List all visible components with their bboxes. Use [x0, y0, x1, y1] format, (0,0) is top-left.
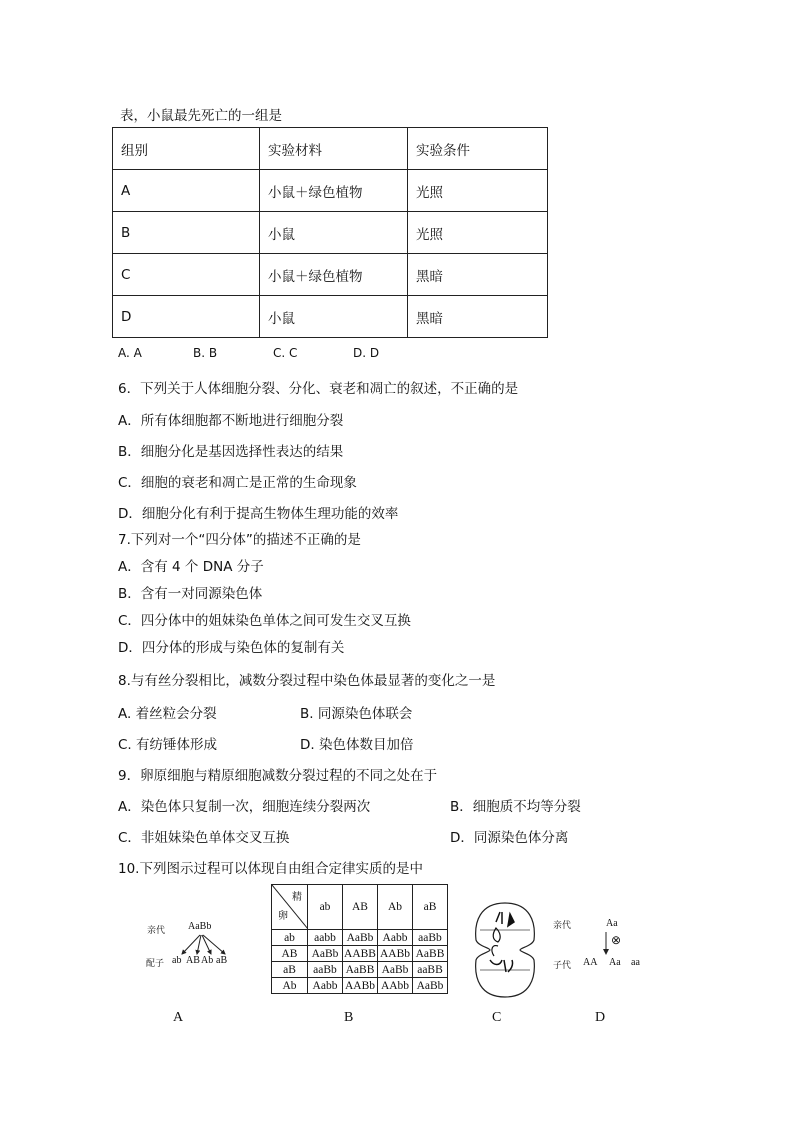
- figure-a-parent-label: 亲代: [147, 926, 166, 936]
- punnett-cell: AaBb: [413, 978, 448, 994]
- chromosome-top: [496, 912, 514, 926]
- q6-stem: 6．下列关于人体细胞分裂、分化、衰老和凋亡的叙述，不正确的是: [118, 381, 519, 397]
- table-header-cell: 实验条件: [408, 128, 548, 170]
- q7-option-b[interactable]: B．含有一对同源染色体: [118, 586, 263, 602]
- chromosome-left-bottom: [492, 946, 498, 956]
- punnett-cell: AAbb: [378, 978, 413, 994]
- q8-option-a[interactable]: A. 着丝粒会分裂: [118, 706, 217, 722]
- q8-option-b[interactable]: B. 同源染色体联会: [300, 706, 413, 722]
- table-cell: 光照: [408, 212, 548, 254]
- q5-option-d[interactable]: D. D: [353, 346, 380, 360]
- punnett-cell: AABb: [343, 978, 378, 994]
- table-cell: B: [113, 212, 260, 254]
- q5-intro: 表，小鼠最先死亡的一组是: [120, 108, 282, 124]
- figure-d-parent-genotype: Aa: [606, 918, 618, 929]
- figure-d-parent-label: 亲代: [553, 921, 572, 931]
- punnett-row-header: AB: [272, 946, 308, 962]
- punnett-col-header: AB: [343, 885, 378, 930]
- punnett-row: [272, 962, 448, 978]
- q9-option-c[interactable]: C．非姐妹染色单体交叉互换: [118, 830, 290, 846]
- figure-a-caption: A: [173, 1010, 184, 1025]
- table-cell: A: [113, 170, 260, 212]
- q6-option-a[interactable]: A．所有体细胞都不断地进行细胞分裂: [118, 413, 344, 429]
- q8-option-c[interactable]: C. 有纺锤体形成: [118, 737, 218, 753]
- punnett-cell: aaBb: [308, 962, 343, 978]
- figure-d-caption: D: [595, 1010, 606, 1025]
- q5-option-b[interactable]: B. B: [193, 346, 218, 360]
- q9-option-d[interactable]: D．同源染色体分离: [450, 830, 569, 846]
- figure-d-offspring-label: 子代: [553, 961, 572, 971]
- figure-d-offspring: AA: [583, 957, 598, 968]
- punnett-cell: AaBB: [413, 946, 448, 962]
- table-cell: 小鼠: [260, 296, 408, 338]
- punnett-cell: AaBb: [343, 930, 378, 946]
- table-cell: D: [113, 296, 260, 338]
- punnett-cell: Aabb: [378, 930, 413, 946]
- punnett-corner-cell: [272, 885, 308, 930]
- figure-c-dividing-cell: [470, 900, 540, 1000]
- punnett-row: [272, 930, 448, 946]
- figure-a-gamete: AB: [186, 955, 200, 966]
- figure-a-gamete: ab: [172, 955, 182, 966]
- q5-option-a[interactable]: A. A: [118, 346, 142, 360]
- punnett-cell: AABB: [344, 947, 376, 960]
- experiment-table: [112, 127, 548, 338]
- figure-d-offspring: aa: [631, 957, 640, 968]
- punnett-cell: Aabb: [308, 978, 343, 994]
- punnett-cell: aaBb: [413, 930, 448, 946]
- table-header-row: [113, 128, 548, 170]
- q6-option-d[interactable]: D．细胞分化有利于提高生物体生理功能的效率: [118, 506, 399, 522]
- q9-stem: 9．卵原细胞与精原细胞减数分裂过程的不同之处在于: [118, 768, 438, 784]
- q8-option-d[interactable]: D. 染色体数目加倍: [300, 737, 414, 753]
- table-cell: 黑暗: [408, 296, 548, 338]
- q9-option-b[interactable]: B．细胞质不均等分裂: [450, 799, 581, 815]
- table-cell: 黑暗: [408, 254, 548, 296]
- figure-d-offspring: Aa: [609, 957, 621, 968]
- table-row: [113, 254, 548, 296]
- punnett-cell: aaBB: [413, 962, 448, 978]
- punnett-col-header: aB: [413, 885, 448, 930]
- q9-option-a[interactable]: A．染色体只复制一次，细胞连续分裂两次: [118, 799, 371, 815]
- table-cell: 光照: [408, 170, 548, 212]
- punnett-row-header: ab: [272, 930, 308, 946]
- figure-b-punnett-square: [271, 884, 448, 994]
- punnett-row: [272, 978, 448, 994]
- q6-option-c[interactable]: C．细胞的衰老和凋亡是正常的生命现象: [118, 475, 357, 491]
- q7-option-a[interactable]: A．含有 4 个 DNA 分子: [118, 559, 264, 575]
- table-header-cell: 组别: [113, 128, 260, 170]
- figure-d-arrow: [602, 930, 610, 956]
- punnett-cell: AABb: [378, 946, 413, 962]
- table-header-cell: 实验材料: [260, 128, 408, 170]
- table-row: [113, 212, 548, 254]
- table-row: [113, 170, 548, 212]
- self-cross-icon: ⊗: [611, 933, 622, 947]
- punnett-cell: aabb: [308, 930, 343, 946]
- punnett-row: [272, 946, 448, 962]
- table-cell: 小鼠＋绿色植物: [260, 170, 408, 212]
- q8-stem: 8.与有丝分裂相比，减数分裂过程中染色体最显著的变化之一是: [118, 673, 496, 689]
- q6-option-b[interactable]: B．细胞分化是基因选择性表达的结果: [118, 444, 344, 460]
- q7-stem: 7.下列对一个“四分体”的描述不正确的是: [118, 532, 361, 548]
- punnett-cell: AaBb: [308, 946, 343, 962]
- punnett-cell: AaBb: [378, 962, 413, 978]
- q7-option-d[interactable]: D．四分体的形成与染色体的复制有关: [118, 640, 345, 656]
- punnett-row-header: aB: [272, 962, 308, 978]
- punnett-corner-top: 精: [292, 892, 302, 903]
- figure-c-caption: C: [492, 1010, 502, 1025]
- table-cell: 小鼠＋绿色植物: [260, 254, 408, 296]
- q7-option-c[interactable]: C．四分体中的姐妹染色单体之间可发生交叉互换: [118, 613, 411, 629]
- figure-a-gamete: aB: [216, 955, 228, 966]
- punnett-col-header: ab: [308, 885, 343, 930]
- punnett-header-row: [272, 885, 448, 930]
- figure-a-parent-genotype: AaBb: [188, 921, 212, 932]
- punnett-corner-bottom: 卵: [278, 911, 288, 922]
- figure-a-gamete-label: 配子: [146, 959, 165, 969]
- table-cell: 小鼠: [260, 212, 408, 254]
- punnett-col-header: Ab: [378, 885, 413, 930]
- punnett-row-header: Ab: [272, 978, 308, 994]
- q5-option-c[interactable]: C. C: [273, 346, 298, 360]
- table-row: [113, 296, 548, 338]
- figure-b-caption: B: [344, 1010, 354, 1025]
- punnett-cell: AaBB: [343, 962, 378, 978]
- cell-membrane: [476, 903, 535, 997]
- q10-stem: 10.下列图示过程可以体现自由组合定律实质的是中: [118, 861, 423, 877]
- figure-a-gamete: Ab: [201, 955, 214, 966]
- table-cell: C: [113, 254, 260, 296]
